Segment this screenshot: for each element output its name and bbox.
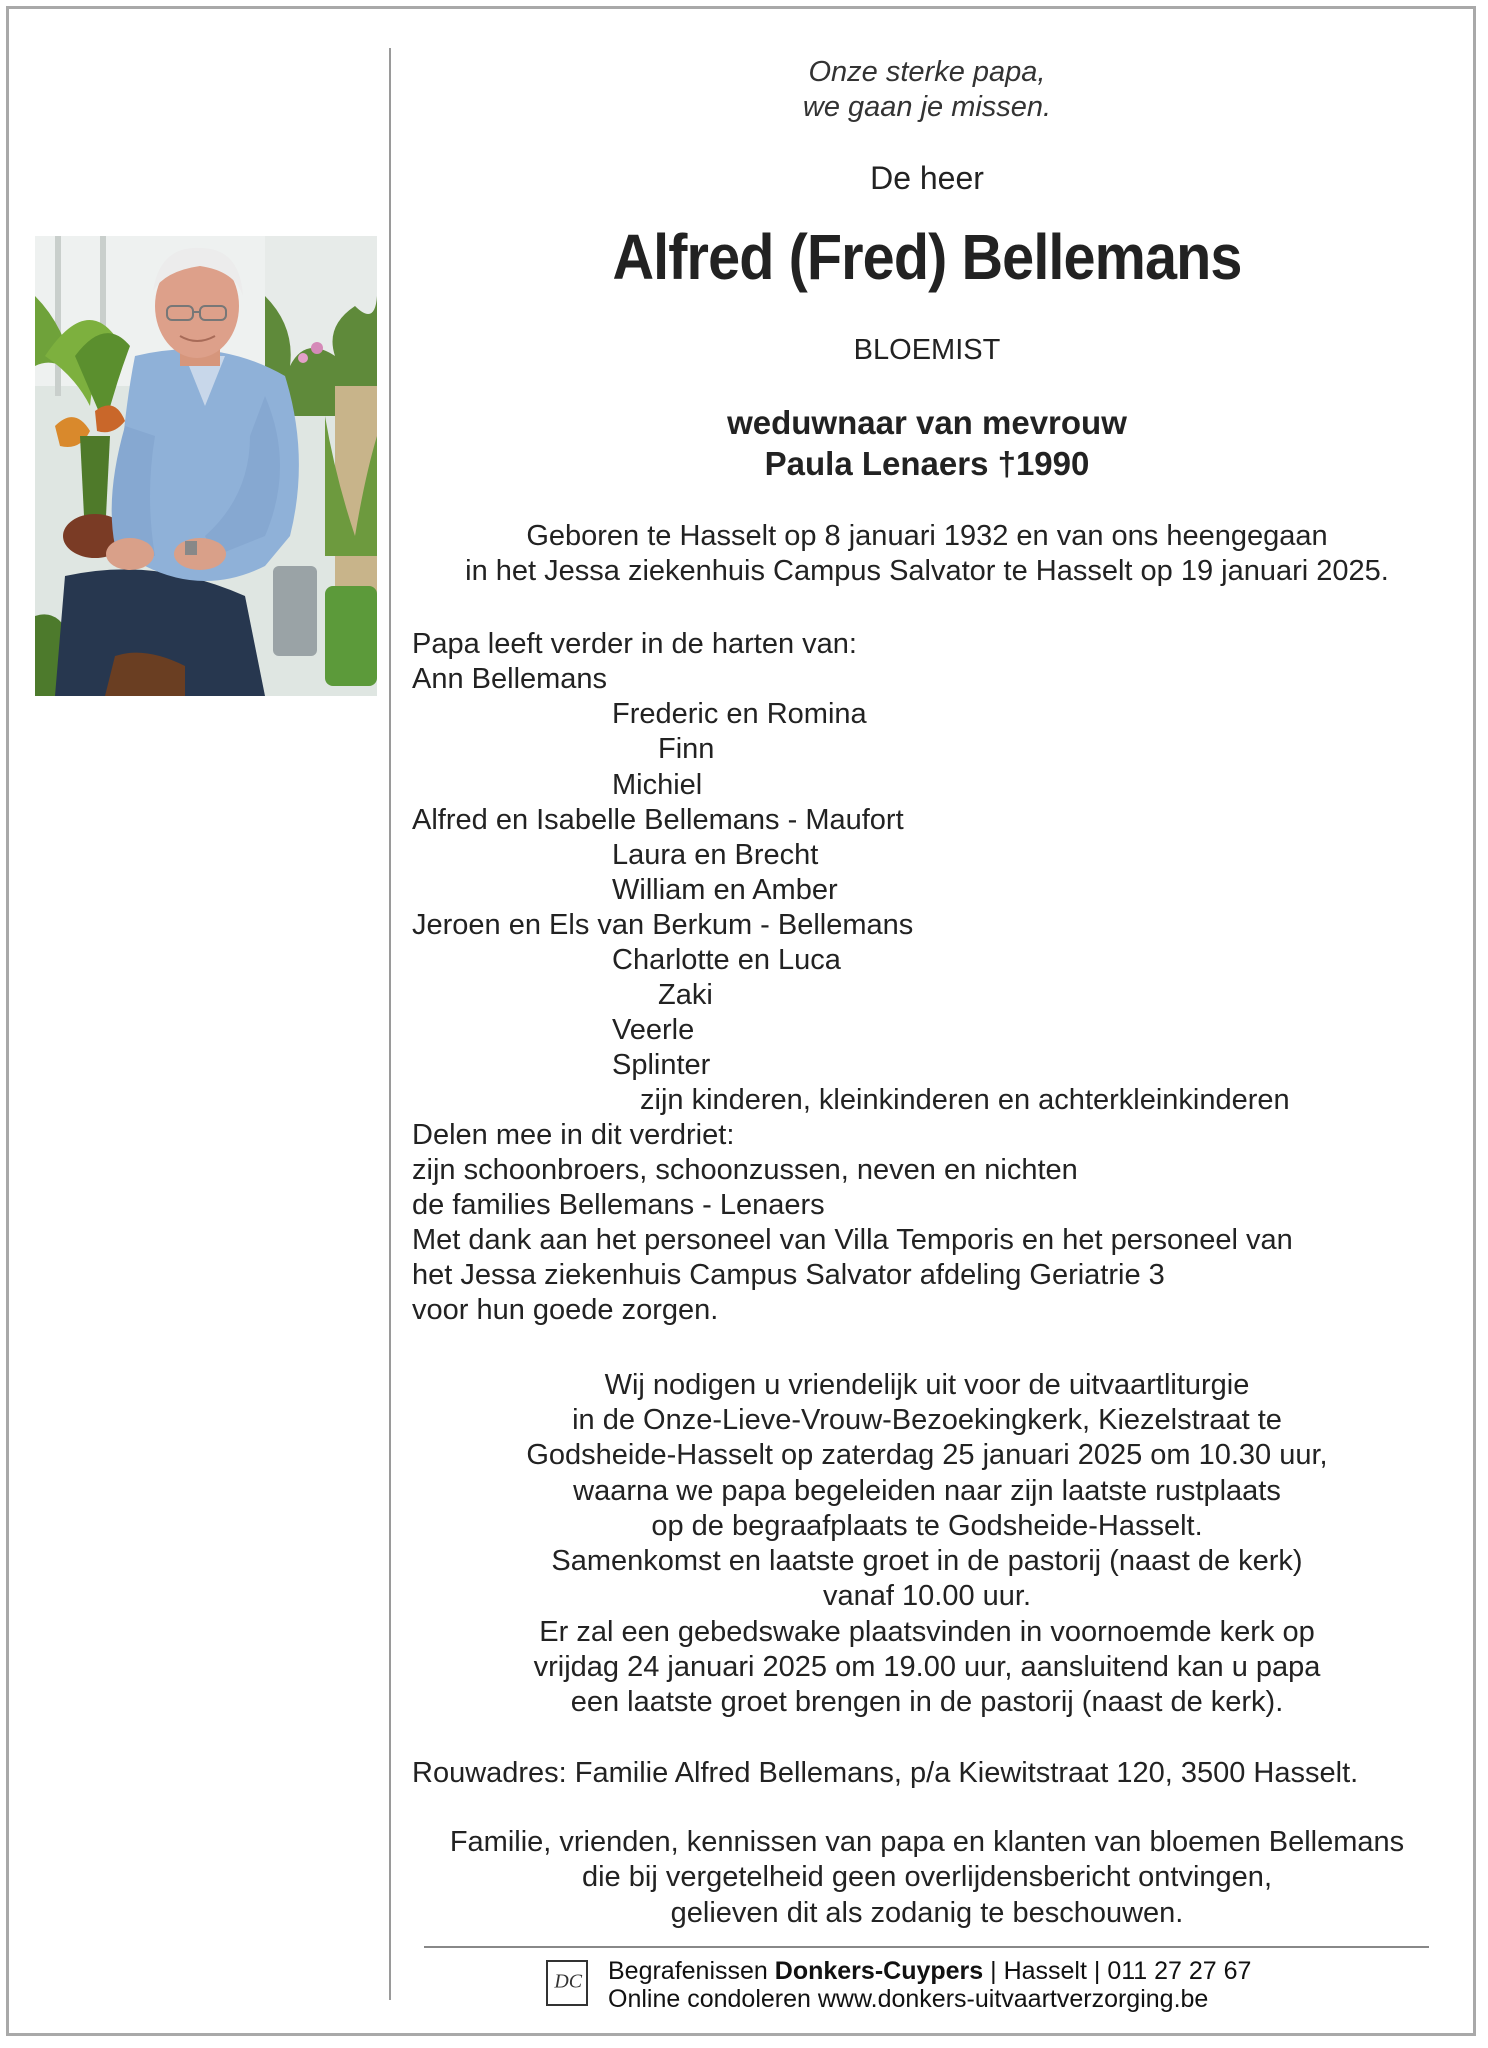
funeral-home-logo xyxy=(546,1960,588,2006)
footer-prefix: Begrafenissen xyxy=(608,1957,775,1985)
ceremony-line: in de Onze-Lieve-Vrouw-Bezoekingkerk, Kiezelstraat te xyxy=(572,1404,1282,1436)
portrait-photo xyxy=(35,236,377,696)
title-prefix: De heer xyxy=(870,160,984,196)
birth-death-line-1: Geboren te Hasselt op 8 januari 1932 en van ons heengegaan xyxy=(526,520,1328,552)
list-item: Ann Bellemans xyxy=(412,663,608,695)
motto-line-1: Onze sterke papa, xyxy=(808,56,1046,88)
ceremony-line: Er zal een gebedswake plaatsvinden in voornoemde kerk op xyxy=(539,1616,1315,1648)
list-item: zijn kinderen, kleinkinderen en achterkleinkinderen xyxy=(640,1084,1290,1116)
list-item: William en Amber xyxy=(612,874,838,906)
ceremony-line: op de begraafplaats te Godsheide-Hasselt. xyxy=(651,1510,1203,1542)
ceremony-line: vanaf 10.00 uur. xyxy=(823,1580,1031,1612)
motto-line-2: we gaan je missen. xyxy=(802,91,1052,123)
others-line: de families Bellemans - Lenaers xyxy=(412,1189,825,1221)
list-item: Charlotte en Luca xyxy=(612,944,841,976)
closing-line: Familie, vrienden, kennissen van papa en klanten van bloemen Bellemans xyxy=(449,1826,1405,1858)
footer-divider xyxy=(424,1946,1429,1948)
spouse-line-2: Paula Lenaers †1990 xyxy=(764,445,1090,482)
others-line: zijn schoonbroers, schoonzussen, neven en nichten xyxy=(412,1154,1078,1186)
closing-line: gelieven dit als zodanig te beschouwen. xyxy=(670,1897,1184,1929)
mourning-address: Rouwadres: Familie Alfred Bellemans, p/a Kiewitstraat 120, 3500 Hasselt. xyxy=(412,1757,1359,1789)
list-item: Alfred en Isabelle Bellemans - Maufort xyxy=(412,804,904,836)
footer-line-2[interactable]: Online condoleren www.donkers-uitvaartverzorging.be xyxy=(608,1985,1209,2013)
spouse-line-1: weduwnaar van mevrouw xyxy=(727,404,1127,441)
list-item: Veerle xyxy=(612,1014,695,1046)
list-item: Zaki xyxy=(658,979,713,1011)
footer-contact: | Hasselt | 011 27 27 67 xyxy=(983,1957,1252,1985)
ceremony-line: een laatste groet brengen in de pastorij (naast de kerk). xyxy=(570,1686,1284,1718)
ceremony-line: Wij nodigen u vriendelijk uit voor de uitvaartliturgie xyxy=(604,1369,1250,1401)
family-intro: Papa leeft verder in de harten van: xyxy=(412,628,857,660)
ceremony-line: Godsheide-Hasselt op zaterdag 25 januari 2025 om 10.30 uur, xyxy=(526,1439,1328,1471)
footer-line-1 xyxy=(608,1956,1251,1986)
others-line: Delen mee in dit verdriet: xyxy=(412,1119,735,1151)
others-line: voor hun goede zorgen. xyxy=(412,1294,719,1326)
ceremony-line: waarna we papa begeleiden naar zijn laatste rustplaats xyxy=(573,1475,1281,1507)
birth-death-line-2: in het Jessa ziekenhuis Campus Salvator te Hasselt op 19 januari 2025. xyxy=(465,555,1389,587)
vertical-divider xyxy=(389,48,391,2000)
closing-line: die bij vergetelheid geen overlijdensbericht ontvingen, xyxy=(581,1861,1272,1893)
others-line: het Jessa ziekenhuis Campus Salvator afdeling Geriatrie 3 xyxy=(412,1259,1165,1291)
funeral-home-name: Donkers-Cuypers xyxy=(774,1957,984,1985)
list-item: Splinter xyxy=(612,1049,711,1081)
ceremony-line: Samenkomst en laatste groet in de pastorij (naast de kerk) xyxy=(551,1545,1303,1577)
others-line: Met dank aan het personeel van Villa Temporis en het personeel van xyxy=(412,1224,1293,1256)
list-item: Laura en Brecht xyxy=(612,839,819,871)
list-item: Frederic en Romina xyxy=(612,698,867,730)
list-item: Finn xyxy=(658,733,715,765)
list-item: Michiel xyxy=(612,769,703,801)
list-item: Jeroen en Els van Berkum - Bellemans xyxy=(412,909,914,941)
occupation: BLOEMIST xyxy=(853,334,1001,366)
ceremony-line: vrijdag 24 januari 2025 om 19.00 uur, aansluitend kan u papa xyxy=(533,1651,1321,1683)
logo-letters: DC xyxy=(554,1970,582,1993)
deceased-name: Alfred (Fred) Bellemans xyxy=(612,221,1242,293)
